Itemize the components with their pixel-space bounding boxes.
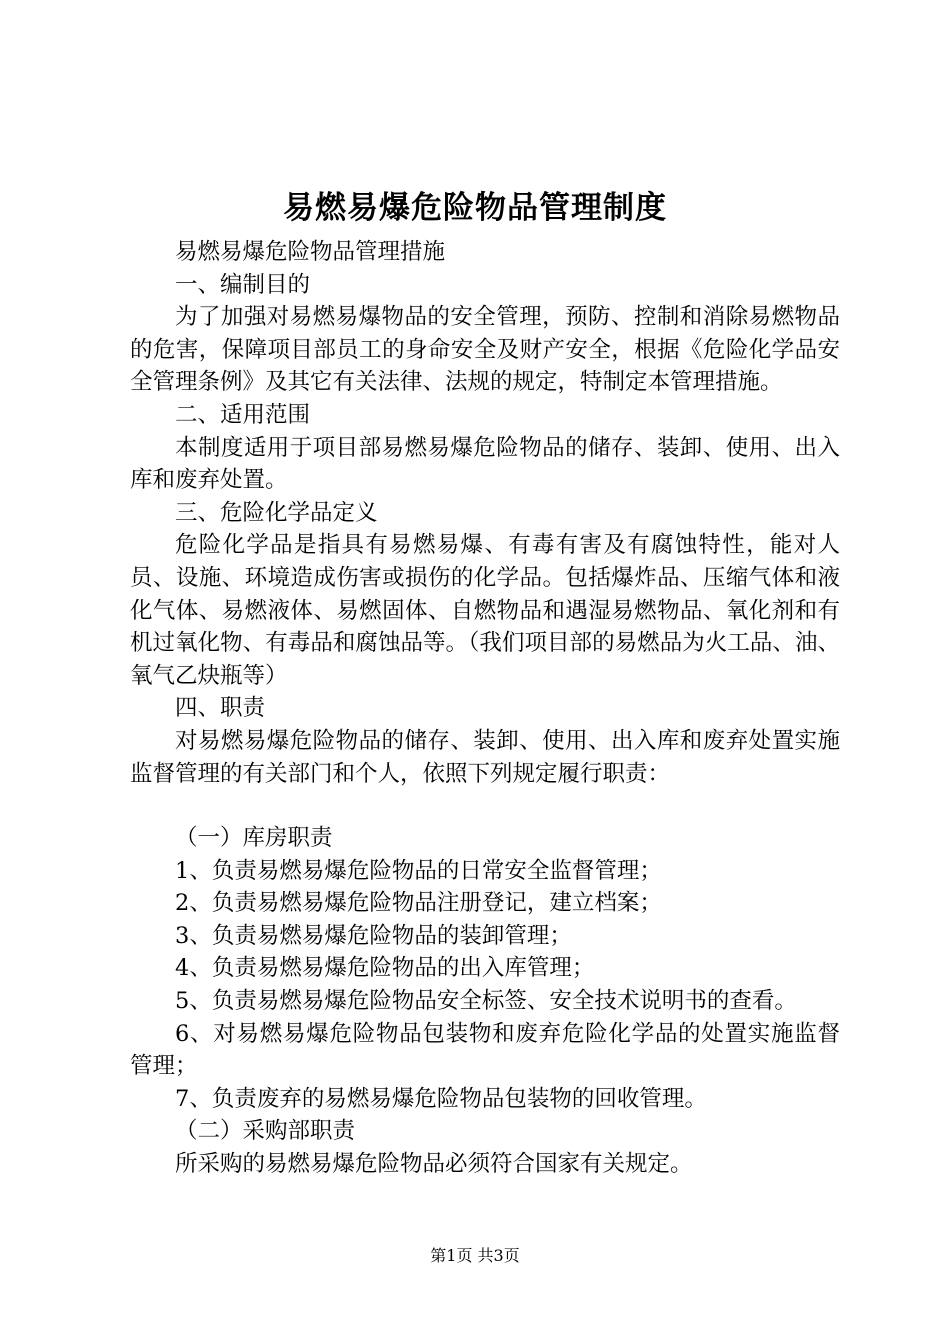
section-heading: 四、职责: [175, 695, 266, 722]
list-item: 1、负责易燃易爆危险物品的日常安全监督管理；: [175, 857, 662, 884]
body-paragraph: 为了加强对易燃易爆物品的安全管理，预防、控制和消除易燃物品的危害，保障项目部员工的身命安全及财产安全，根据《危险化学品安全管理条例》及其它有关法律、法规的规定，特制定本管理措施。: [130, 304, 840, 396]
subtitle-paragraph: 易燃易爆危险物品管理措施: [175, 239, 446, 265]
section-heading: 二、适用范围: [175, 401, 311, 428]
body-paragraph: 对易燃易爆危险物品的储存、装卸、使用、出入库和废弃处置实施监督管理的有关部门和个人，依照下列规定履行职责：: [130, 727, 840, 787]
subsection-heading: （二）采购部职责: [175, 1118, 356, 1145]
blank-line: [130, 790, 840, 822]
section-heading: 三、危险化学品定义: [175, 499, 378, 526]
page-number-footer: 第1页 共3页: [430, 1246, 520, 1265]
list-item: 5、负责易燃易爆危险物品安全标签、安全技术说明书的查看。: [175, 988, 797, 1015]
body-paragraph: 危险化学品是指具有易燃易爆、有毒有害及有腐蚀特性，能对人员、设施、环境造成伤害或损伤的化学品。包括爆炸品、压缩气体和液化气体、易燃液体、易燃固体、自燃物品和遇湿易燃物品、氧化剂和有机过氧化物、有毒品和腐蚀品等。（我们项目部的易燃品为火工品、油、氧气乙炔瓶等）: [130, 532, 840, 689]
document-body: [130, 236, 840, 1181]
list-item: 4、负责易燃易爆危险物品的出入库管理；: [175, 955, 595, 982]
body-paragraph: 所采购的易燃易爆危险物品必须符合国家有关规定。: [175, 1151, 693, 1178]
list-item: 2、负责易燃易爆危险物品注册登记，建立档案；: [175, 890, 662, 917]
subsection-heading: （一）库房职责: [175, 825, 333, 852]
body-paragraph: 本制度适用于项目部易燃易爆危险物品的储存、装卸、使用、出入库和废弃处置。: [130, 434, 840, 494]
list-item: 3、负责易燃易爆危险物品的装卸管理；: [175, 922, 572, 949]
list-item: 6、对易燃易爆危险物品包装物和废弃危险化学品的处置实施监督管理；: [130, 1020, 840, 1080]
document-title: 易燃易爆危险物品管理制度: [283, 190, 667, 226]
section-heading: 一、编制目的: [175, 271, 311, 298]
list-item: 7、负责废弃的易燃易爆危险物品包装物的回收管理。: [175, 1085, 707, 1112]
